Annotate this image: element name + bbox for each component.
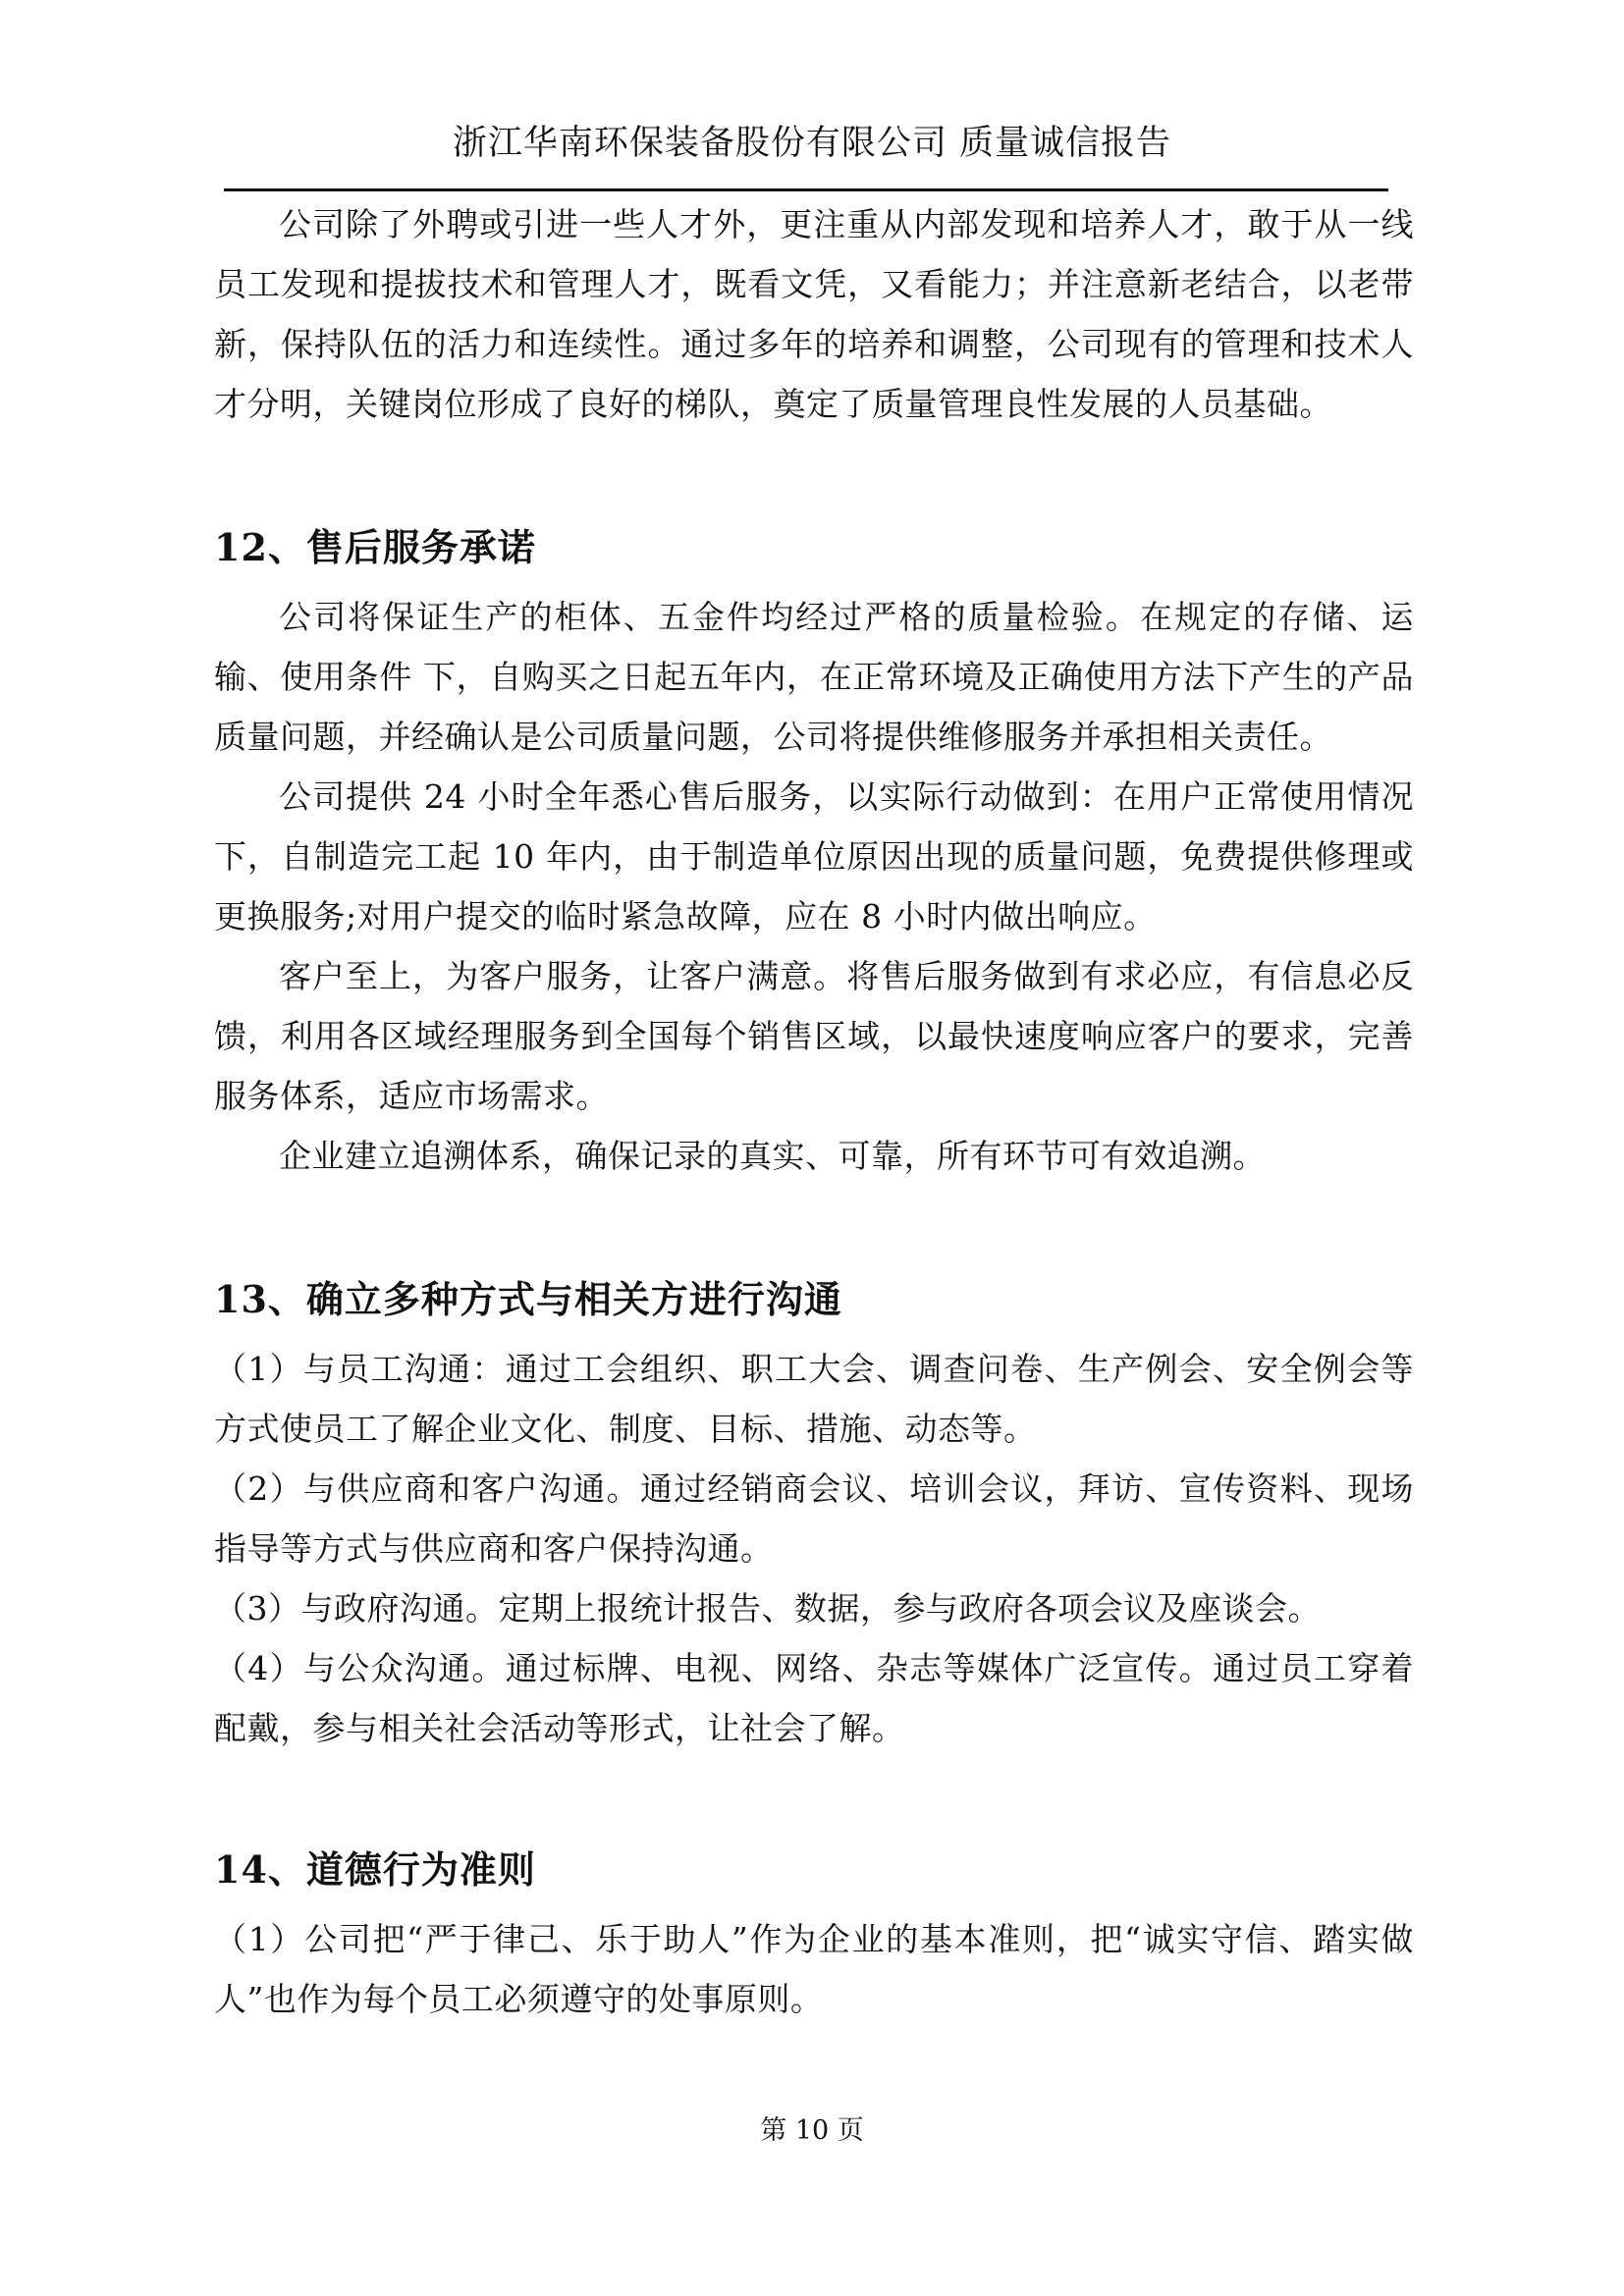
section-13-item-1: （1）与员工沟通：通过工会组织、职工大会、调查问卷、生产例会、安全例会等方式使员工了解企业文化、制度、目标、措施、动态等。 <box>214 1350 1414 1448</box>
section-14-heading: 14、道德行为准则 <box>214 1847 536 1892</box>
section-13-item-4: （4）与公众沟通。通过标牌、电视、网络、杂志等媒体广泛宣传。通过员工穿着配戴，参与相关社会活动等形式，让社会了解。 <box>214 1649 1414 1747</box>
section-13-item-2: （2）与供应商和客户沟通。通过经销商会议、培训会议，拜访、宣传资料、现场指导等方式与供应商和客户保持沟通。 <box>214 1469 1414 1568</box>
section-12-paragraph-3: 客户至上，为客户服务，让客户满意。将售后服务做到有求必应，有信息必反馈，利用各区域经理服务到全国每个销售区域，以最快速度响应客户的要求，完善服务体系，适应市场需求。 <box>214 957 1414 1115</box>
section-13-item-3: （3）与政府沟通。定期上报统计报告、数据，参与政府各项会议及座谈会。 <box>214 1589 1321 1628</box>
page-number: 第 10 页 <box>760 2115 864 2146</box>
document-body <box>214 194 1414 2029</box>
section-12-heading: 12、售后服务承诺 <box>214 525 536 569</box>
header-divider <box>224 188 1388 191</box>
section-12-paragraph-2: 公司提供 24 小时全年悉心售后服务，以实际行动做到：在用户正常使用情况下，自制造完工起 10 年内，由于制造单位原因出现的质量问题，免费提供修理或更换服务;对用户提交的临时紧急故障，应在 8 小时内做出响应。 <box>214 777 1414 935</box>
section-12-paragraph-4: 企业建立追溯体系，确保记录的真实、可靠，所有环节可有效追溯。 <box>279 1137 1266 1175</box>
intro-paragraph: 公司除了外聘或引进一些人才外，更注重从内部发现和培养人才，敢于从一线员工发现和提拔技术和管理人才，既看文凭，又看能力；并注意新老结合，以老带新，保持队伍的活力和连续性。通过多年的培养和调整，公司现有的管理和技术人才分明，关键岗位形成了良好的梯队，奠定了质量管理良性发展的人员基础。 <box>214 205 1414 423</box>
section-12-paragraph-1: 公司将保证生产的柜体、五金件均经过严格的质量检验。在规定的存储、运输、使用条件 下，自购买之日起五年内，在正常环境及正确使用方法下产生的产品质量问题，并经确认是公司质量问题，公司将提供维修服务并承担相关责任。 <box>214 598 1414 756</box>
section-13-heading: 13、确立多种方式与相关方进行沟通 <box>214 1277 842 1321</box>
section-14-item-1: （1）公司把“严于律己、乐于助人”作为企业的基本准则，把“诚实守信、踏实做人”也作为每个员工必须遵守的处事原则。 <box>214 1920 1414 2018</box>
document-header-title: 浙江华南环保装备股份有限公司 质量诚信报告 <box>452 124 1172 163</box>
